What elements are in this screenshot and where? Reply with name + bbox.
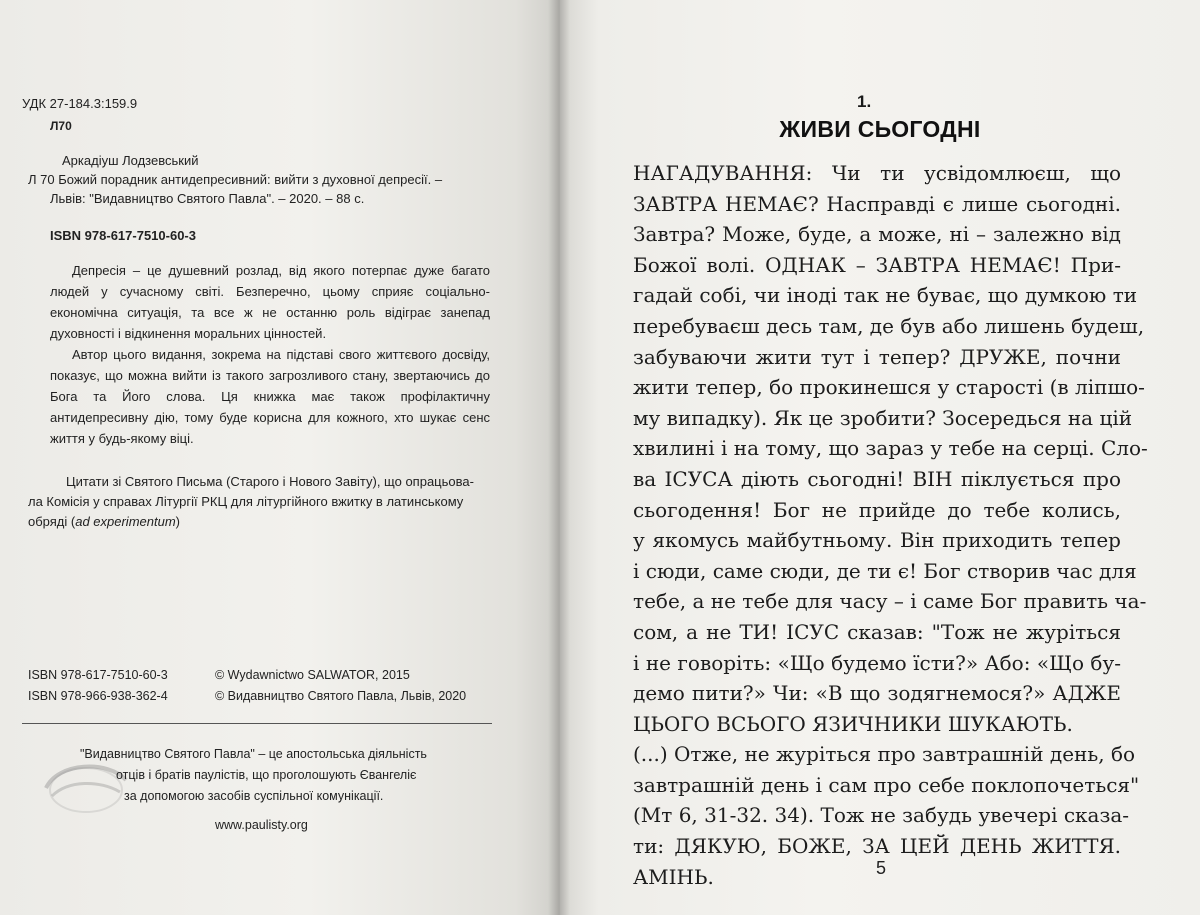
body-line: ва ІСУСА діють сьогодні! ВІН піклується про <box>633 466 1121 491</box>
bibliographic-line-1: Л 70 Божий порадник антидепресивний: вийти з духовної депресії. – <box>28 172 443 187</box>
body-line: ЗАВТРА НЕМАЄ? Насправді є лише сьогодні. <box>633 191 1121 216</box>
body-line: сьогодення! Бог не прийде до тебе колись, <box>633 497 1121 522</box>
body-line: у якомусь майбутньому. Він приходить тепер <box>633 528 1121 553</box>
body-line: демо пити?» Чи: «В що зодягнемося?» АДЖЕ <box>633 681 1121 706</box>
citation-suffix: ) <box>175 514 181 529</box>
chapter-body <box>633 158 1148 892</box>
body-line: жити тепер, бо прокинешся у старості (в ліпшо- <box>633 375 1145 400</box>
mission-line-2: отців і братів паулістів, що проголошують Євангеліє <box>116 768 417 782</box>
author-name: Аркадіуш Лодзевський <box>62 153 199 168</box>
body-line: хвилині і на тому, що зараз у тебе на серці. Сло- <box>633 436 1148 461</box>
annotation-paragraph-1 <box>50 260 490 344</box>
body-line: тебе, а не тебе для часу – і саме Бог править ча- <box>633 589 1147 614</box>
body-line: Божої волі. ОДНАК – ЗАВТРА НЕМАЄ! При- <box>633 252 1121 277</box>
mission-line-1: "Видавництво Святого Павла" – це апостольська діяльність <box>80 747 427 761</box>
citation-line-2: ла Комісія у справах Літургії РКЦ для літургійного вжитку в латинському <box>28 494 464 509</box>
annotation-text-2: Автор цього видання, зокрема на підставі свого життєвого досвіду, показує, що можна вийти із такого загрозливого стану, звертаючись до Бога та Його слова. Ця книжка має також профілактичну антидепресивну дію, тому буде корисна для кожного, хто шукає сенс життя у будь-якому віці. <box>50 347 490 446</box>
body-line: АМІНЬ. <box>633 864 714 889</box>
body-line: му випадку). Як це зробити? Зосередься на цій <box>633 405 1133 430</box>
chapter-title: ЖИВИ СЬОГОДНІ <box>779 116 981 142</box>
body-line: забуваючи жити тут і тепер? ДРУЖЕ, почни <box>633 344 1121 369</box>
body-line: НАГАДУВАННЯ: Чи ти усвідомлюєш, що <box>633 161 1121 185</box>
body-line: завтрашній день і сам про себе поклопочеться" <box>633 772 1140 797</box>
citation-prefix: обряді ( <box>28 514 76 529</box>
page-number: 5 <box>876 858 887 878</box>
chapter-number: 1. <box>857 92 872 111</box>
body-line: Завтра? Може, буде, а може, ні – залежно від <box>633 222 1121 247</box>
copyright-2: © Видавництво Святого Павла, Львів, 2020 <box>215 689 467 703</box>
body-line: сом, а не ТИ! ІСУС сказав: "Тож не журіться <box>633 619 1121 644</box>
body-line: (Мт 6, 31-32. 34). Тож не забудь увечері сказа- <box>633 803 1130 828</box>
divider-line <box>22 723 492 724</box>
copyright-1: © Wydawnictwo SALWATOR, 2015 <box>215 668 410 682</box>
annotation-text-1: Депресія – це душевний розлад, від якого потерпає дуже багато людей у сучасному світі. Безперечно, цьому сприяє соціально-економічна ситуація, та все ж не останню роль відіграє занепад духовності і відкинення моральних цінностей. <box>50 263 490 341</box>
bibliographic-line-2: Львів: "Видавництво Святого Павла". – 2020. – 88 с. <box>50 191 365 206</box>
body-line: (...) Отже, не журіться про завтрашній день, бо <box>633 742 1136 767</box>
mission-line-3: за допомогою засобів суспільної комунікації. <box>124 789 384 803</box>
body-line: і не говоріть: «Що будемо їсти?» Або: «Що бу- <box>633 650 1121 675</box>
isbn-2: ISBN 978-966-938-362-4 <box>28 689 168 703</box>
citation-italic: ad experimentum <box>75 514 176 529</box>
annotation-paragraph-2 <box>50 344 490 449</box>
body-line: і сюди, саме сюди, де ти є! Бог створив час для <box>633 558 1137 583</box>
isbn-main: ISBN 978-617-7510-60-3 <box>50 228 196 243</box>
left-page <box>0 0 560 915</box>
show-through-text <box>420 95 429 134</box>
catalog-index: Л70 <box>50 119 72 133</box>
udk-code: УДК 27-184.3:159.9 <box>22 96 138 111</box>
website-url: www.paulisty.org <box>215 818 308 832</box>
body-line: перебуваєш десь там, де був або лишень будеш, <box>633 313 1145 338</box>
citation-line-3 <box>28 514 180 530</box>
body-line: гадай собі, чи іноді так не буває, що думкою ти <box>633 283 1138 308</box>
isbn-1: ISBN 978-617-7510-60-3 <box>28 668 168 682</box>
citation-line-1: Цитати зі Святого Письма (Старого і Нового Завіту), що опрацьова- <box>66 474 474 489</box>
body-line: ти: ДЯКУЮ, БОЖЕ, ЗА ЦЕЙ ДЕНЬ ЖИТТЯ. <box>633 834 1121 859</box>
body-line: ЦЬОГО ВСЬОГО ЯЗИЧНИКИ ШУКАЮТЬ. <box>633 711 1073 736</box>
